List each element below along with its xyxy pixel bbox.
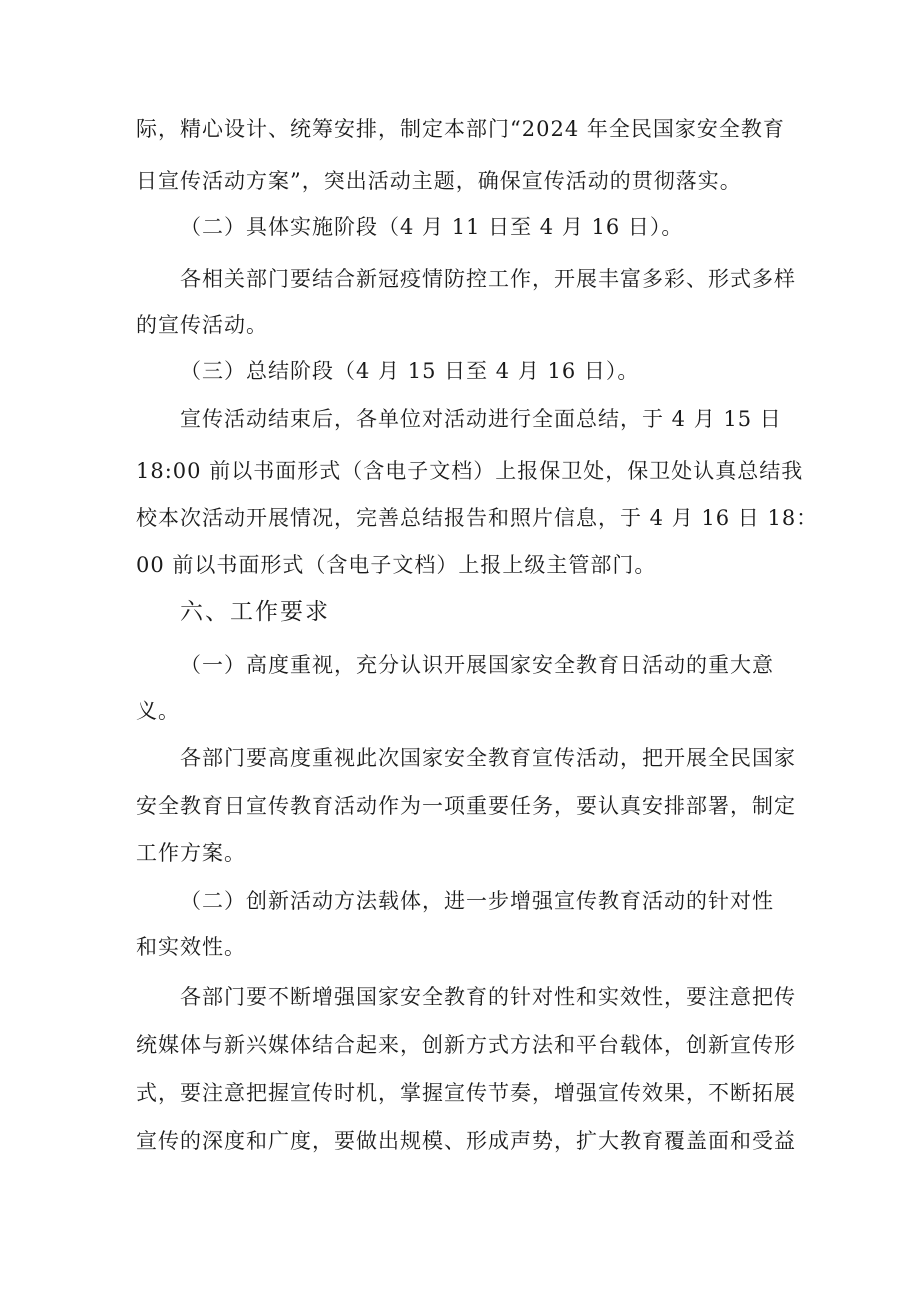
paragraph-line: 际，精心设计、统筹安排，制定本部门“2024 年全民国家安全教育 xyxy=(136,117,785,141)
paragraph-line: 宣传的深度和广度，要做出规模、形成声势，扩大教育覆盖面和受益 xyxy=(136,1129,796,1153)
paragraph-line: 各相关部门要结合新冠疫情防控工作，开展丰富多彩、形式多样 xyxy=(180,267,796,291)
paragraph-line: 日宣传活动方案”，突出活动主题，确保宣传活动的贯彻落实。 xyxy=(136,169,742,193)
paragraph-line: 宣传活动结束后，各单位对活动进行全面总结，于 4 月 15 日 xyxy=(180,407,782,431)
subsection-heading: （二）具体实施阶段（4 月 11 日至 4 月 16 日）。 xyxy=(180,215,684,239)
paragraph-line: 和实效性。 xyxy=(136,935,246,959)
paragraph-line: 00 前以书面形式（含电子文档）上报上级主管部门。 xyxy=(136,553,657,577)
paragraph-line: 义。 xyxy=(136,699,180,723)
paragraph-line: 各部门要不断增强国家安全教育的针对性和实效性，要注意把传 xyxy=(180,985,796,1009)
paragraph-line: 各部门要高度重视此次国家安全教育宣传活动，把开展全民国家 xyxy=(180,746,796,770)
subsection-heading: （三）总结阶段（4 月 15 日至 4 月 16 日）。 xyxy=(180,359,640,383)
paragraph-line: 安全教育日宣传教育活动作为一项重要任务，要认真安排部署，制定 xyxy=(136,794,796,818)
subsection-heading: （二）创新活动方法载体，进一步增强宣传教育活动的针对性 xyxy=(180,889,774,913)
paragraph-line: 工作方案。 xyxy=(136,841,246,865)
paragraph-line: 校本次活动开展情况，完善总结报告和照片信息，于 4 月 16 日 18： xyxy=(136,506,819,530)
section-heading: 六、工作要求 xyxy=(180,599,330,625)
paragraph-line: 18:00 前以书面形式（含电子文档）上报保卫处，保卫处认真总结我 xyxy=(136,459,804,483)
paragraph-line: 的宣传活动。 xyxy=(136,313,268,337)
paragraph-line: 统媒体与新兴媒体结合起来，创新方式方法和平台载体，创新宣传形 xyxy=(136,1033,796,1057)
subsection-heading: （一）高度重视，充分认识开展国家安全教育日活动的重大意 xyxy=(180,653,774,677)
paragraph-line: 式，要注意把握宣传时机，掌握宣传节奏，增强宣传效果，不断拓展 xyxy=(136,1081,796,1105)
